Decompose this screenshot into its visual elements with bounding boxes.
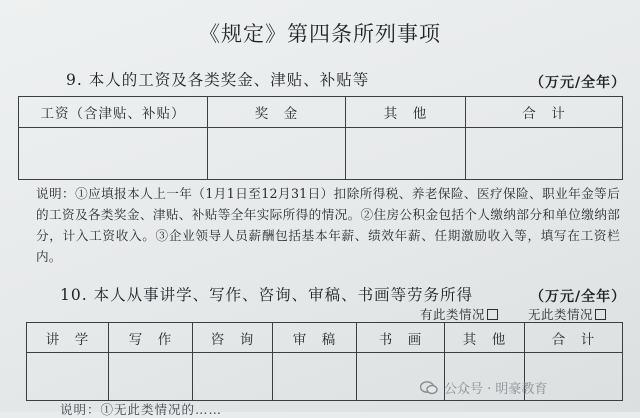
col-bonus: 奖 金 xyxy=(208,97,346,128)
section-9-table xyxy=(18,96,623,180)
no-case-option[interactable] xyxy=(528,305,606,323)
col-calligraphy: 书 画 xyxy=(357,323,445,353)
writing-input-cell[interactable] xyxy=(109,353,193,401)
section-9-header-row xyxy=(19,97,623,128)
col-other: 其 他 xyxy=(445,323,525,353)
section-9-unit: （万元/全年） xyxy=(530,75,627,91)
col-reviewing: 审 稿 xyxy=(273,323,357,353)
no-case-label: 无此类情况 xyxy=(528,307,594,322)
has-case-checkbox[interactable] xyxy=(487,309,498,320)
section-10-header-row xyxy=(27,323,623,353)
col-total: 合 计 xyxy=(466,97,623,128)
section-10-unit: （万元/全年） xyxy=(530,289,627,305)
col-other: 其 他 xyxy=(346,97,466,128)
bonus-input-cell[interactable] xyxy=(208,128,346,180)
col-salary: 工资（含津贴、补贴） xyxy=(19,97,208,128)
section-10-note-partial: 说明：①无此类情况的…… xyxy=(60,402,223,417)
watermark-text: 公众号 · 明豪教育 xyxy=(444,382,548,397)
section-10-heading: 10. 本人从事讲学、写作、咨询、审稿、书画等劳务所得 xyxy=(60,286,474,304)
other-input-cell[interactable] xyxy=(346,128,466,180)
reviewing-input-cell[interactable] xyxy=(273,353,357,401)
total-input-cell[interactable] xyxy=(466,128,623,180)
col-lecture: 讲 学 xyxy=(27,323,109,353)
consulting-input-cell[interactable] xyxy=(193,353,273,401)
section-9-input-row xyxy=(19,128,623,180)
no-case-checkbox[interactable] xyxy=(595,309,606,320)
has-case-option[interactable] xyxy=(420,305,498,323)
watermark xyxy=(420,378,547,397)
section-9-note: 说明：①应填报本人上一年（1月1日至12月31日）扣除所得税、养老保险、医疗保险、职业年金等后的工资及各类奖金、津贴、补贴等全年实际所得的情况。②住房公积金包括个人缴纳部分和单位缴纳部分，计入工资收入。③企业领导人员薪酬包括基本年薪、绩效年薪、任期激励收入等，填写在工资栏内。 xyxy=(36,186,620,264)
salary-input-cell[interactable] xyxy=(19,128,208,180)
wechat-icon xyxy=(420,381,438,395)
col-consulting: 咨 询 xyxy=(193,323,273,353)
page-title: 《规定》第四条所列事项 xyxy=(199,22,441,46)
has-case-label: 有此类情况 xyxy=(420,307,486,322)
section-9-heading: 9. 本人的工资及各类奖金、津贴、补贴等 xyxy=(66,71,370,89)
col-total: 合 计 xyxy=(525,323,623,353)
lecture-input-cell[interactable] xyxy=(27,353,109,401)
col-writing: 写 作 xyxy=(109,323,193,353)
